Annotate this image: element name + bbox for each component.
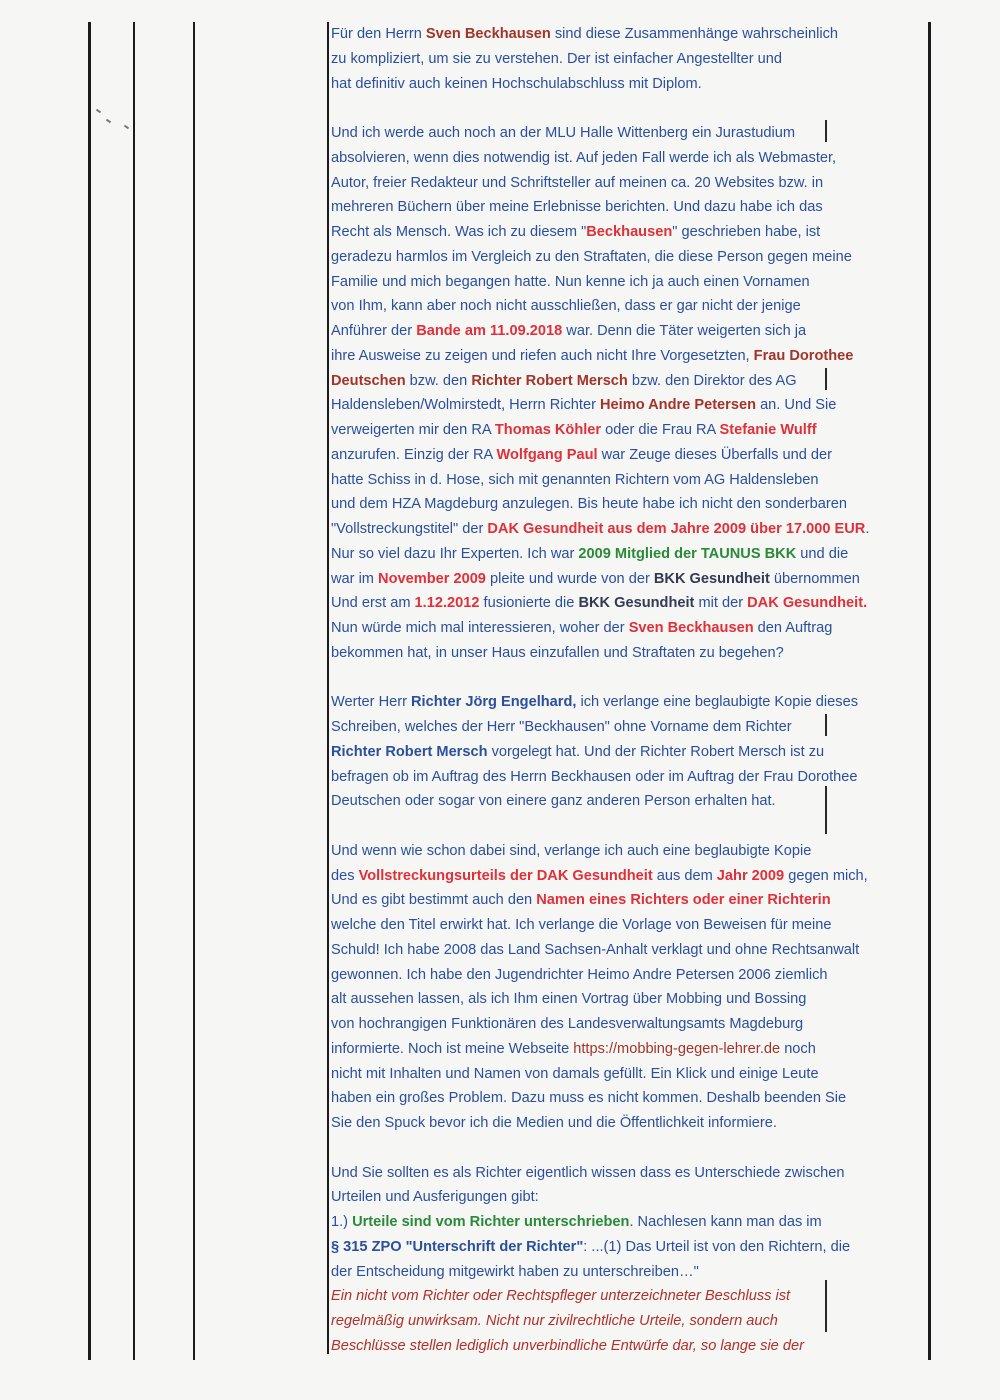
text-line <box>331 1161 931 1186</box>
text-segment: war im <box>331 570 379 587</box>
text-segment: gewonnen. Ich habe den Jugendrichter Heimo Andre Petersen 2006 ziemlich <box>331 966 828 983</box>
text-line <box>331 418 931 443</box>
text-segment: war Zeuge dieses Überfalls und der <box>597 446 833 463</box>
text-line <box>331 789 931 814</box>
text-line <box>331 245 931 270</box>
text-segment: bekommen hat, in unser Haus einzufallen und Straftaten zu begehen? <box>331 644 784 661</box>
text-segment: Schreiben, welches der Herr "Beckhausen" ohne Vorname dem Richter <box>331 719 792 735</box>
text-line <box>331 1284 931 1309</box>
text-segment: sind diese Zusammenhänge wahrscheinlich <box>550 26 838 42</box>
text-segment: Für den Herrn <box>331 26 426 42</box>
text-segment: aus dem <box>652 867 717 884</box>
text-line <box>331 195 931 220</box>
text-segment: mehreren Büchern über meine Erlebnisse berichten. Und dazu habe ich das <box>331 199 823 216</box>
text-segment: vorgelegt hat. Und der Richter Robert Mersch ist zu <box>487 743 825 760</box>
text-segment: informierte. Noch ist meine Webseite <box>331 1040 574 1057</box>
text-segment: Thomas Köhler <box>494 422 602 438</box>
paragraph <box>331 121 931 666</box>
text-segment: BKK Gesundheit <box>578 595 695 612</box>
text-line <box>331 220 931 245</box>
text-segment: Frau Dorothee <box>753 347 854 364</box>
paragraph-gap <box>331 1136 931 1161</box>
text-segment: Recht als Mensch. Was ich zu diesem " <box>331 224 587 240</box>
text-segment: verweigerten mir den RA <box>331 422 495 438</box>
text-line <box>331 1235 931 1260</box>
text-segment: absolvieren, wenn dies notwendig ist. Auf jeden Fall werde ich als Webmaster, <box>331 149 837 166</box>
text-segment: Namen eines Richters oder einer Richterin <box>536 892 831 909</box>
text-line <box>331 47 931 72</box>
text-segment: Nun würde mich mal interessieren, woher der <box>331 620 629 636</box>
text-segment: ich verlange eine beglaubigte Kopie dieses <box>576 694 858 711</box>
text-column-rule <box>327 22 329 1354</box>
text-segment: von Ihm, kann aber noch nicht ausschließen, dass er gar nicht der jenige <box>331 298 801 315</box>
text-segment: Jahr 2009 <box>716 867 785 884</box>
text-segment: zu kompliziert, um sie zu verstehen. Der ist einfacher Angestellter und <box>331 50 782 67</box>
text-line <box>331 171 931 196</box>
scan-speck <box>106 119 111 124</box>
text-line <box>331 1111 931 1136</box>
text-segment: pleite und wurde von der <box>485 570 654 587</box>
website-link[interactable]: https://mobbing-gegen-lehrer.de <box>573 1040 781 1057</box>
paragraph <box>331 22 931 96</box>
paragraph-gap <box>331 96 931 121</box>
text-segment: : ...(1) Das Urteil ist von den Richtern, die <box>583 1238 851 1255</box>
text-segment: November 2009 <box>378 570 486 587</box>
text-segment: gegen mich, <box>784 867 868 884</box>
text-segment: geradezu harmlos im Vergleich zu den Straftaten, die diese Person gegen meine <box>331 248 852 265</box>
paragraph-gap <box>331 814 931 839</box>
text-line <box>331 542 931 567</box>
text-line <box>331 1260 931 1285</box>
text-line <box>331 1012 931 1037</box>
text-line <box>331 146 931 171</box>
margin-rule-third <box>193 22 195 1360</box>
text-segment: welche den Titel erwirkt hat. Ich verlange die Vorlage von Beweisen für meine <box>331 917 832 933</box>
text-segment: war. Denn die Täter weigerten sich ja <box>562 323 807 339</box>
text-segment: . <box>865 521 870 537</box>
margin-rule-left <box>88 22 91 1360</box>
text-segment: ihre Ausweise zu zeigen und riefen auch nicht Ihre Vorgesetzten, <box>331 347 754 364</box>
text-segment: hatte Schiss in d. Hose, sich mit genannten Richtern vom AG Haldensleben <box>331 471 819 488</box>
text-line <box>331 393 931 418</box>
text-segment: Und wenn wie schon dabei sind, verlange ich auch eine beglaubigte Kopie <box>331 842 812 859</box>
text-segment: Urteile sind vom Richter unterschrieben <box>352 1214 630 1230</box>
text-segment: Ein nicht vom Richter oder Rechtspfleger unterzeichneter Beschluss ist <box>331 1288 791 1305</box>
text-segment: Beschlüsse stellen lediglich unverbindliche Entwürfe dar, so lange sie der <box>331 1337 804 1354</box>
text-segment: "Vollstreckungstitel" der <box>331 521 488 537</box>
text-line <box>331 1334 931 1359</box>
text-segment: Sven Beckhausen <box>628 620 754 636</box>
text-line <box>331 888 931 913</box>
text-segment: übernommen <box>769 570 860 587</box>
text-line <box>331 765 931 790</box>
text-segment: Schuld! Ich habe 2008 das Land Sachsen-Anhalt verklagt und ohne Rechtsanwalt <box>331 941 860 958</box>
text-line <box>331 1086 931 1111</box>
text-line <box>331 1210 931 1235</box>
text-line <box>331 22 931 47</box>
text-segment: Bande am 11.09.2018 <box>416 323 563 339</box>
text-line <box>331 938 931 963</box>
text-line <box>331 864 931 889</box>
text-segment: . Nachlesen kann man das im <box>629 1214 822 1230</box>
text-segment: Vollstreckungsurteils der DAK Gesundheit <box>358 867 653 884</box>
text-segment: Anführer der <box>331 323 417 339</box>
text-line <box>331 567 931 592</box>
text-line <box>331 72 931 97</box>
text-segment: Deutschen <box>331 372 406 389</box>
text-segment: Wolfgang Paul <box>496 446 598 463</box>
text-line <box>331 690 931 715</box>
text-line <box>331 468 931 493</box>
text-segment: haben ein großes Problem. Dazu muss es nicht kommen. Deshalb beenden Sie <box>331 1090 847 1107</box>
text-segment: Richter Jörg Engelhard, <box>411 694 577 711</box>
text-line <box>331 270 931 295</box>
text-line <box>331 963 931 988</box>
text-segment: Sven Beckhausen <box>425 26 551 42</box>
text-segment: 1.12.2012 <box>414 595 480 612</box>
text-line <box>331 740 931 765</box>
text-line <box>331 1185 931 1210</box>
scan-speck <box>96 109 101 114</box>
text-segment: oder die Frau RA <box>601 422 720 438</box>
text-segment: 2009 Mitglied der TAUNUS BKK <box>578 545 797 562</box>
margin-rule-second <box>133 22 135 1360</box>
text-segment: an. Und Sie <box>756 397 837 414</box>
text-segment: DAK Gesundheit aus dem Jahre 2009 über 17.000 EUR <box>487 521 866 537</box>
paragraph-gap <box>331 666 931 691</box>
text-segment: BKK Gesundheit <box>653 570 770 587</box>
text-segment: befragen ob im Auftrag des Herrn Beckhausen oder im Auftrag der Frau Dorothee <box>331 768 858 785</box>
text-segment: hat definitiv auch keinen Hochschulabschluss mit Diplom. <box>331 75 702 92</box>
text-segment: anzurufen. Einzig der RA <box>331 446 497 463</box>
text-segment: regelmäßig unwirksam. Nicht nur zivilrechtliche Urteile, sondern auch <box>331 1313 778 1329</box>
text-segment: Nur so viel dazu Ihr Experten. Ich war <box>331 545 579 562</box>
text-line <box>331 1062 931 1087</box>
letter-body <box>331 22 931 1359</box>
text-segment: und die <box>796 545 849 562</box>
text-segment: Und ich werde auch noch an der MLU Halle Wittenberg ein Jurastudium <box>331 125 795 141</box>
text-segment: Familie und mich begangen hatte. Nun kenne ich ja auch einen Vornamen <box>331 273 810 290</box>
text-line <box>331 294 931 319</box>
text-segment: bzw. den <box>405 372 472 389</box>
text-line <box>331 369 931 394</box>
text-segment: DAK Gesundheit. <box>747 595 868 612</box>
text-segment: Richter Robert Mersch <box>471 372 628 389</box>
paragraph <box>331 1161 931 1359</box>
text-line <box>331 641 931 666</box>
text-segment: Autor, freier Redakteur und Schriftsteller auf meinen ca. 20 Websites bzw. in <box>331 174 824 191</box>
scan-speck <box>124 125 129 130</box>
text-segment: des <box>331 867 359 884</box>
text-segment: Und Sie sollten es als Richter eigentlich wissen dass es Unterschiede zwischen <box>331 1164 845 1181</box>
text-segment: Und es gibt bestimmt auch den <box>331 892 537 909</box>
text-line <box>331 987 931 1012</box>
text-segment: Deutschen oder sogar von einere ganz anderen Person erhalten hat. <box>331 793 776 810</box>
text-line <box>331 319 931 344</box>
text-segment: Stefanie Wulff <box>719 422 817 438</box>
text-segment: Beckhausen <box>586 224 673 240</box>
text-line <box>331 1037 931 1062</box>
text-line <box>331 913 931 938</box>
text-line <box>331 344 931 369</box>
text-segment: Haldensleben/Wolmirstedt, Herrn Richter <box>331 397 601 414</box>
text-segment: mit der <box>694 595 748 612</box>
text-segment: " geschrieben habe, ist <box>672 224 821 240</box>
text-segment: von hochrangigen Funktionären des Landesverwaltungsamts Magdeburg <box>331 1016 804 1032</box>
text-line <box>331 715 931 740</box>
text-segment: den Auftrag <box>753 620 833 636</box>
text-segment: alt aussehen lassen, als ich Ihm einen Vortrag über Mobbing und Bossing <box>331 991 807 1008</box>
text-segment: fusionierte die <box>479 595 579 612</box>
text-segment: Und erst am <box>331 595 415 612</box>
text-segment: noch <box>780 1040 816 1057</box>
text-line <box>331 443 931 468</box>
text-segment: Sie den Spuck bevor ich die Medien und die Öffentlichkeit informiere. <box>331 1115 777 1131</box>
text-line <box>331 616 931 641</box>
text-segment: Werter Herr <box>331 694 412 711</box>
paragraph <box>331 839 931 1136</box>
text-segment: 1.) <box>331 1214 353 1230</box>
text-line <box>331 1309 931 1334</box>
text-segment: Urteilen und Ausferigungen gibt: <box>331 1189 539 1206</box>
text-segment: Heimo Andre Petersen <box>600 397 757 414</box>
text-line <box>331 492 931 517</box>
text-segment: und dem HZA Magdeburg anzulegen. Bis heute habe ich nicht den sonderbaren <box>331 496 847 513</box>
paragraph <box>331 690 931 814</box>
text-segment: der Entscheidung mitgewirkt haben zu unterschreiben…" <box>331 1263 699 1280</box>
text-segment: bzw. den Direktor des AG <box>627 372 797 389</box>
text-segment: Richter Robert Mersch <box>331 743 488 760</box>
text-segment: nicht mit Inhalten und Namen von damals gefüllt. Ein Klick und einige Leute <box>331 1065 819 1082</box>
text-line <box>331 839 931 864</box>
text-line <box>331 121 931 146</box>
text-line <box>331 517 931 542</box>
text-segment: § 315 ZPO "Unterschrift der Richter" <box>331 1238 584 1255</box>
text-line <box>331 591 931 616</box>
